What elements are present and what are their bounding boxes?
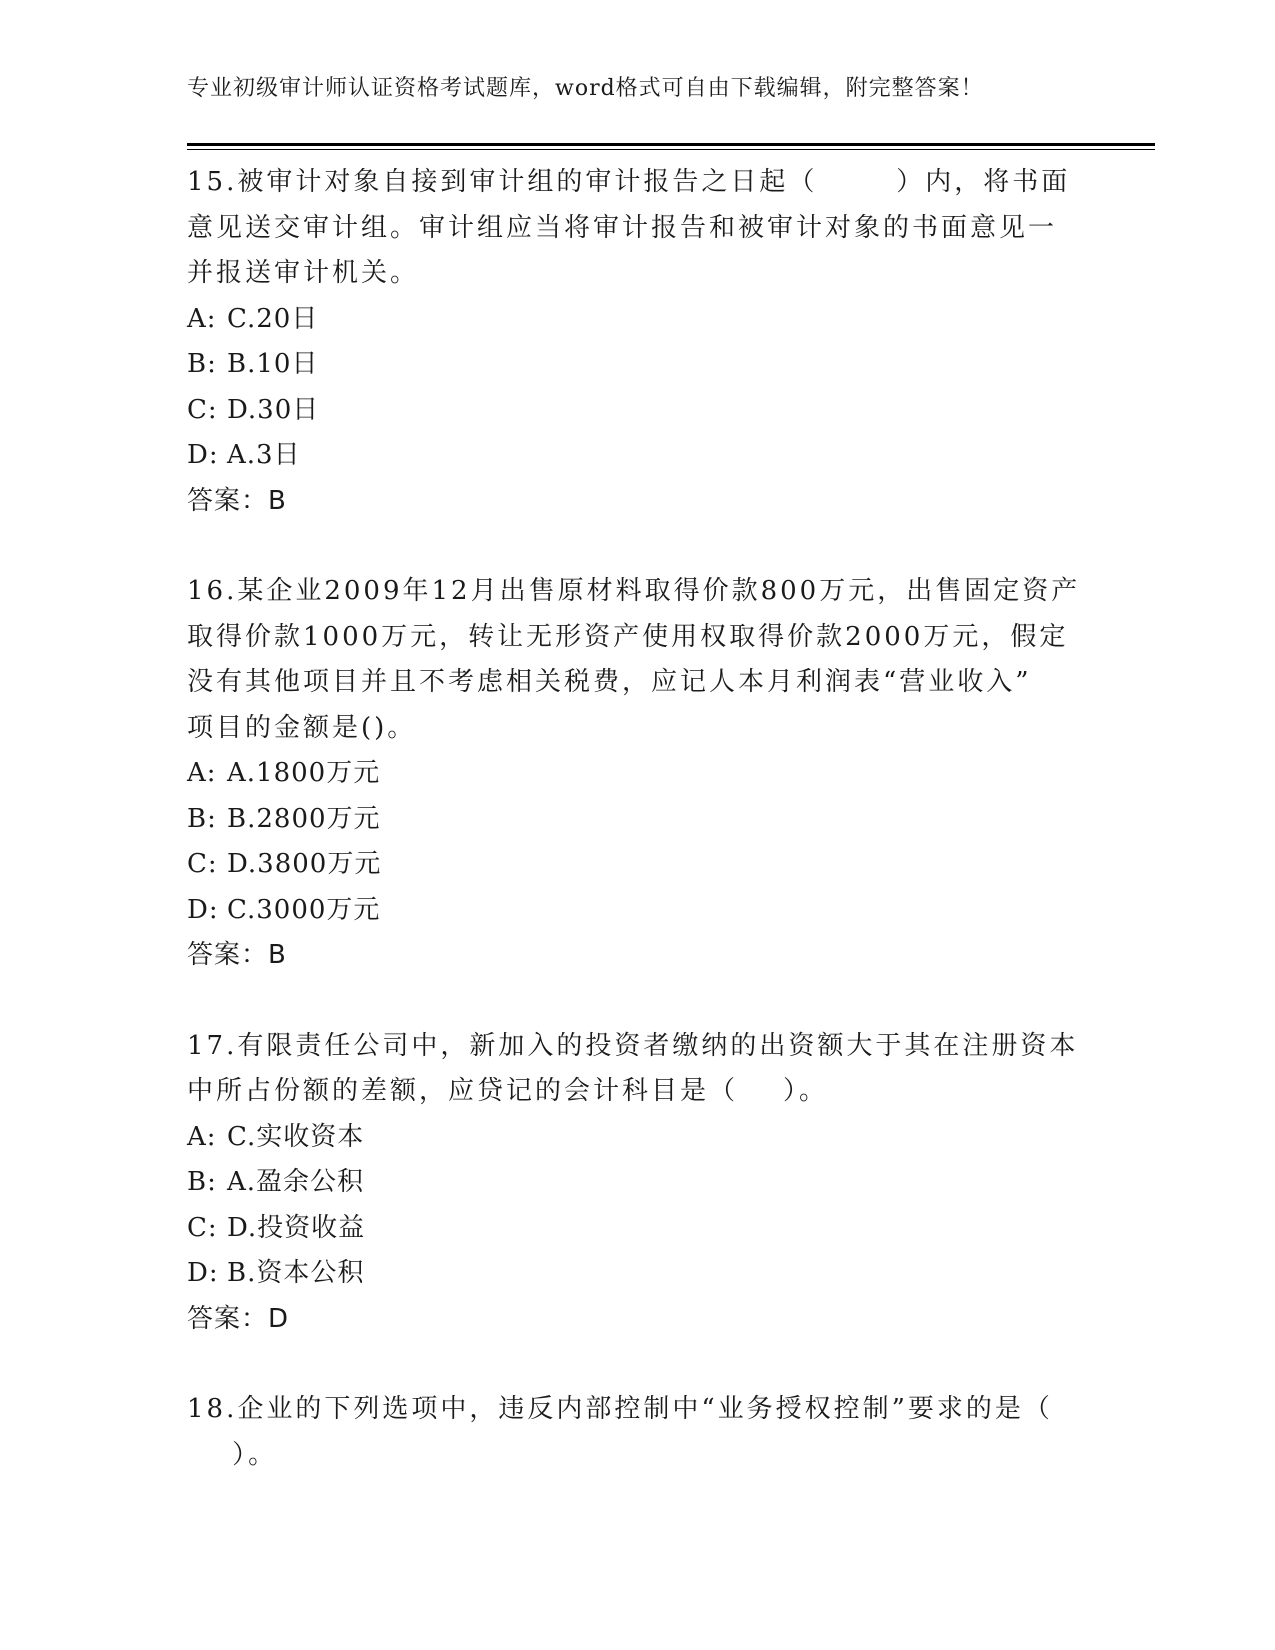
option-letter: A: [187, 758, 217, 788]
question-stem-line: 15.被审计对象自接到审计组的审计报告之日起（ ）内，将书面 [187, 167, 1071, 197]
option-letter: A: [187, 303, 217, 334]
answer-option [187, 1160, 1087, 1206]
option-text: D.30日 [227, 394, 320, 425]
question-stem-line: 18.企业的下列选项中，违反内部控制中“业务授权控制”要求的是（ [187, 1394, 1053, 1424]
question-stem-line: 中所占份额的差额，应贷记的会计科目是（ ）。 [187, 1076, 829, 1106]
option-letter: B: [187, 803, 217, 834]
option-letter: A: [187, 1121, 217, 1152]
option-text: A.1800万元 [227, 758, 381, 788]
option-letter: D: [187, 1258, 219, 1288]
question-list [187, 160, 1087, 1478]
question-block [187, 569, 1087, 979]
option-text: D.投资收益 [227, 1212, 366, 1243]
answer-option [187, 1115, 1087, 1161]
option-letter: B: [187, 1167, 217, 1197]
answer-key: 答案：B [187, 940, 287, 970]
answer-option [187, 842, 1087, 888]
option-letter: D: [187, 894, 219, 925]
question-stem-line: ）。 [187, 1439, 278, 1470]
option-text: B.资本公积 [227, 1258, 365, 1288]
question-gap [187, 979, 1087, 1024]
option-letter: C: [187, 394, 218, 425]
answer-option [187, 1206, 1087, 1252]
answer-option [187, 751, 1087, 797]
option-text: C.3000万元 [227, 894, 381, 925]
question-stem-line: 项目的金额是()。 [187, 712, 417, 743]
option-letter: D: [187, 440, 219, 470]
question-gap [187, 524, 1087, 569]
option-text: B.10日 [227, 349, 319, 379]
header-rule-thick [187, 143, 1155, 146]
question-block [187, 160, 1087, 524]
option-text: D.3800万元 [227, 849, 382, 879]
option-text: A.3日 [227, 440, 301, 470]
question-gap [187, 1342, 1087, 1387]
option-letter: C: [187, 1212, 218, 1243]
header-rule-thin [187, 149, 1155, 150]
answer-option [187, 297, 1087, 343]
option-text: B.2800万元 [227, 803, 381, 834]
option-letter: B: [187, 349, 217, 379]
option-text: C.20日 [227, 303, 319, 334]
page-header: 专业初级审计师认证资格考试题库，word格式可自由下载编辑，附完整答案！ [187, 76, 984, 101]
option-text: A.盈余公积 [227, 1167, 365, 1197]
answer-option [187, 433, 1087, 479]
answer-key: 答案：B [187, 485, 287, 516]
question-block [187, 1387, 1087, 1478]
question-stem-line: 没有其他项目并且不考虑相关税费，应记人本月利润表“营业收入” [187, 667, 1032, 697]
answer-option [187, 1251, 1087, 1297]
question-stem-line: 取得价款1000万元，转让无形资产使用权取得价款2000万元，假定 [187, 621, 1069, 652]
question-stem-line: 并报送审计机关。 [187, 258, 420, 288]
question-stem-line: 16.某企业2009年12月出售原材料取得价款800万元，出售固定资产 [187, 576, 1081, 606]
answer-key: 答案：D [187, 1303, 290, 1334]
answer-option [187, 388, 1087, 434]
answer-option [187, 888, 1087, 934]
answer-option [187, 797, 1087, 843]
answer-option [187, 342, 1087, 388]
question-stem-line: 意见送交审计组。审计组应当将审计报告和被审计对象的书面意见一 [187, 212, 1058, 243]
option-letter: C: [187, 849, 218, 879]
question-stem-line: 17.有限责任公司中，新加入的投资者缴纳的出资额大于其在注册资本 [187, 1030, 1079, 1061]
option-text: C.实收资本 [227, 1121, 365, 1152]
question-block [187, 1024, 1087, 1343]
